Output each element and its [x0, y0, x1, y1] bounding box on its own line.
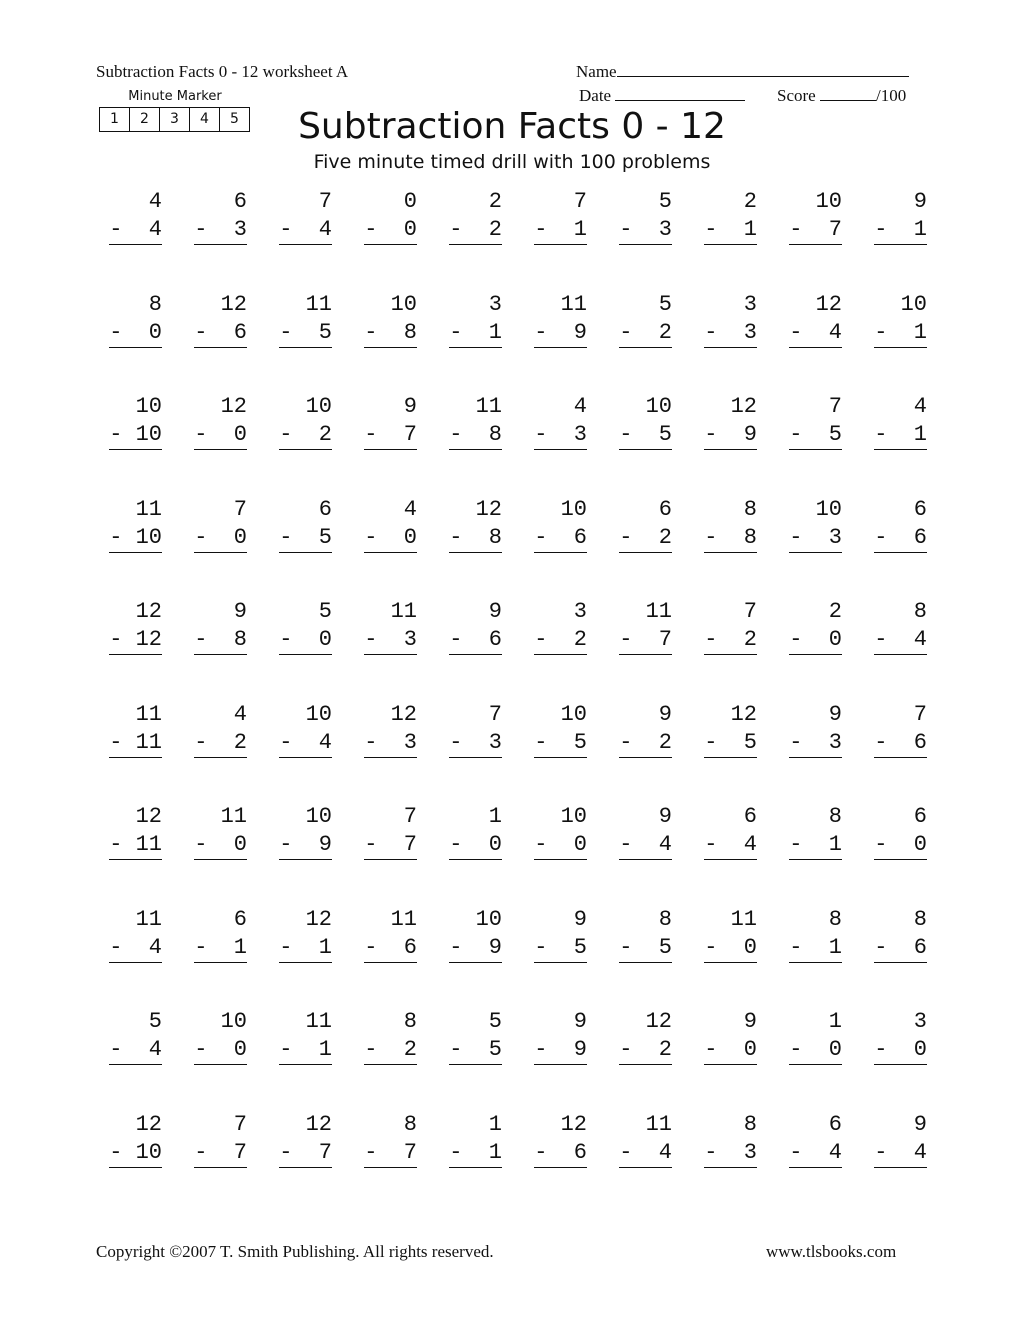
- subtrahend: - 2: [279, 422, 332, 450]
- minuend: 10: [475, 907, 502, 932]
- minuend: 2: [828, 599, 842, 624]
- subtrahend: - 4: [789, 320, 842, 348]
- subtrahend: - 2: [534, 627, 587, 655]
- minute-marker-cell[interactable]: 3: [159, 108, 189, 131]
- minuend: 3: [488, 292, 502, 317]
- minuend: 12: [135, 1112, 162, 1137]
- minuend: 8: [743, 1112, 757, 1137]
- minuend: 9: [828, 702, 842, 727]
- minuend: 11: [730, 907, 757, 932]
- minuend: 9: [658, 804, 672, 829]
- minuend: 7: [913, 702, 927, 727]
- subtrahend: - 5: [619, 422, 672, 450]
- subtrahend: - 1: [789, 935, 842, 963]
- minuend: 11: [475, 394, 502, 419]
- minuend: 7: [318, 189, 332, 214]
- minuend: 7: [233, 1112, 247, 1137]
- subtrahend: - 11: [109, 832, 162, 860]
- subtrahend: - 7: [279, 1140, 332, 1168]
- minuend: 11: [135, 497, 162, 522]
- minuend: 12: [475, 497, 502, 522]
- minuend: 9: [913, 189, 927, 214]
- minuend: 6: [828, 1112, 842, 1137]
- minuend: 12: [730, 394, 757, 419]
- subtrahend: - 5: [789, 422, 842, 450]
- subtrahend: - 1: [789, 832, 842, 860]
- page-subtitle: Five minute timed drill with 100 problems: [313, 151, 711, 173]
- minuend: 6: [233, 189, 247, 214]
- minuend: 3: [913, 1009, 927, 1034]
- minuend: 12: [560, 1112, 587, 1137]
- subtrahend: - 5: [449, 1037, 502, 1065]
- minuend: 9: [658, 702, 672, 727]
- subtrahend: - 10: [109, 1140, 162, 1168]
- subtrahend: - 0: [194, 525, 247, 553]
- subtrahend: - 4: [874, 627, 927, 655]
- minuend: 8: [148, 292, 162, 317]
- minuend: 11: [305, 1009, 332, 1034]
- minuend: 5: [318, 599, 332, 624]
- subtrahend: - 4: [704, 832, 757, 860]
- minuend: 12: [730, 702, 757, 727]
- subtrahend: - 10: [109, 525, 162, 553]
- score-label: Score: [777, 86, 816, 105]
- subtrahend: - 4: [109, 217, 162, 245]
- subtrahend: - 2: [619, 1037, 672, 1065]
- minuend: 12: [815, 292, 842, 317]
- subtrahend: - 5: [279, 320, 332, 348]
- subtrahend: - 0: [704, 1037, 757, 1065]
- subtrahend: - 4: [279, 730, 332, 758]
- minuend: 10: [220, 1009, 247, 1034]
- subtrahend: - 0: [364, 525, 417, 553]
- subtrahend: - 5: [534, 935, 587, 963]
- minuend: 12: [305, 907, 332, 932]
- minuend: 1: [828, 1009, 842, 1034]
- minuend: 5: [148, 1009, 162, 1034]
- subtrahend: - 5: [704, 730, 757, 758]
- minuend: 12: [135, 804, 162, 829]
- copyright-notice: Copyright ©2007 T. Smith Publishing. All rights reserved.: [96, 1242, 494, 1261]
- subtrahend: - 1: [194, 935, 247, 963]
- subtrahend: - 0: [874, 1037, 927, 1065]
- subtrahend: - 1: [874, 217, 927, 245]
- minuend: 10: [305, 394, 332, 419]
- subtrahend: - 8: [704, 525, 757, 553]
- subtrahend: - 1: [874, 422, 927, 450]
- worksheet-title: Subtraction Facts 0 - 12 worksheet A: [96, 62, 349, 81]
- minuend: 4: [573, 394, 587, 419]
- subtrahend: - 3: [194, 217, 247, 245]
- minute-marker-label: Minute Marker: [128, 89, 222, 104]
- minuend: 10: [305, 702, 332, 727]
- subtrahend: - 6: [194, 320, 247, 348]
- minuend: 11: [305, 292, 332, 317]
- minuend: 4: [913, 394, 927, 419]
- subtrahend: - 7: [789, 217, 842, 245]
- minuend: 7: [488, 702, 502, 727]
- minuend: 4: [148, 189, 162, 214]
- minuend: 8: [828, 907, 842, 932]
- subtrahend: - 2: [619, 525, 672, 553]
- subtrahend: - 3: [449, 730, 502, 758]
- website-link[interactable]: www.tlsbooks.com: [766, 1242, 897, 1261]
- subtrahend: - 9: [279, 832, 332, 860]
- subtrahend: - 6: [534, 525, 587, 553]
- subtrahend: - 7: [619, 627, 672, 655]
- subtrahend: - 9: [534, 320, 587, 348]
- minuend: 10: [815, 497, 842, 522]
- minuend: 10: [560, 497, 587, 522]
- minuend: 11: [135, 907, 162, 932]
- subtrahend: - 10: [109, 422, 162, 450]
- minuend: 8: [913, 599, 927, 624]
- subtrahend: - 2: [194, 730, 247, 758]
- minuend: 6: [318, 497, 332, 522]
- subtrahend: - 5: [534, 730, 587, 758]
- subtrahend: - 4: [619, 832, 672, 860]
- subtrahend: - 7: [364, 422, 417, 450]
- subtrahend: - 2: [704, 627, 757, 655]
- subtrahend: - 0: [109, 320, 162, 348]
- minuend: 9: [743, 1009, 757, 1034]
- subtrahend: - 0: [789, 1037, 842, 1065]
- subtrahend: - 0: [194, 422, 247, 450]
- minute-marker-cell[interactable]: 4: [189, 108, 219, 131]
- minuend: 11: [390, 907, 417, 932]
- subtrahend: - 0: [194, 832, 247, 860]
- minuend: 11: [220, 804, 247, 829]
- subtrahend: - 2: [619, 730, 672, 758]
- minuend: 8: [403, 1009, 417, 1034]
- subtrahend: - 12: [109, 627, 162, 655]
- minute-marker-cell[interactable]: 5: [219, 108, 249, 131]
- minuend: 7: [573, 189, 587, 214]
- subtrahend: - 0: [194, 1037, 247, 1065]
- minuend: 12: [645, 1009, 672, 1034]
- subtrahend: - 0: [874, 832, 927, 860]
- subtrahend: - 7: [364, 1140, 417, 1168]
- subtrahend: - 1: [279, 1037, 332, 1065]
- subtrahend: - 1: [704, 217, 757, 245]
- subtrahend: - 3: [789, 525, 842, 553]
- subtrahend: - 9: [704, 422, 757, 450]
- subtrahend: - 0: [789, 627, 842, 655]
- subtrahend: - 3: [534, 422, 587, 450]
- minuend: 12: [220, 292, 247, 317]
- minuend: 12: [390, 702, 417, 727]
- subtrahend: - 5: [279, 525, 332, 553]
- minuend: 2: [743, 189, 757, 214]
- subtrahend: - 7: [364, 832, 417, 860]
- subtrahend: - 1: [449, 320, 502, 348]
- minuend: 11: [135, 702, 162, 727]
- date-label: Date: [579, 86, 612, 105]
- minuend: 8: [743, 497, 757, 522]
- minuend: 1: [488, 1112, 502, 1137]
- subtrahend: - 4: [279, 217, 332, 245]
- minuend: 9: [488, 599, 502, 624]
- subtrahend: - 4: [874, 1140, 927, 1168]
- subtrahend: - 2: [364, 1037, 417, 1065]
- minute-marker-cell[interactable]: 1: [110, 111, 119, 127]
- subtrahend: - 3: [704, 1140, 757, 1168]
- subtrahend: - 2: [449, 217, 502, 245]
- subtrahend: - 1: [534, 217, 587, 245]
- subtrahend: - 3: [364, 730, 417, 758]
- minuend: 11: [560, 292, 587, 317]
- minuend: 9: [573, 907, 587, 932]
- minuend: 5: [658, 189, 672, 214]
- minuend: 3: [573, 599, 587, 624]
- minuend: 3: [743, 292, 757, 317]
- minuend: 4: [403, 497, 417, 522]
- minuend: 5: [488, 1009, 502, 1034]
- minuend: 5: [658, 292, 672, 317]
- minuend: 8: [658, 907, 672, 932]
- subtrahend: - 0: [704, 935, 757, 963]
- minuend: 10: [815, 189, 842, 214]
- minuend: 7: [233, 497, 247, 522]
- minuend: 11: [390, 599, 417, 624]
- subtrahend: - 6: [874, 935, 927, 963]
- minuend: 8: [913, 907, 927, 932]
- minuend: 7: [403, 804, 417, 829]
- subtrahend: - 7: [194, 1140, 247, 1168]
- subtrahend: - 6: [874, 525, 927, 553]
- minuend: 6: [233, 907, 247, 932]
- minuend: 10: [560, 804, 587, 829]
- subtrahend: - 0: [279, 627, 332, 655]
- subtrahend: - 6: [874, 730, 927, 758]
- minuend: 2: [488, 189, 502, 214]
- subtrahend: - 3: [364, 627, 417, 655]
- minuend: 1: [488, 804, 502, 829]
- subtrahend: - 4: [789, 1140, 842, 1168]
- subtrahend: - 1: [279, 935, 332, 963]
- minuend: 10: [645, 394, 672, 419]
- minuend: 10: [900, 292, 927, 317]
- score-total: /100: [875, 86, 907, 105]
- minuend: 10: [135, 394, 162, 419]
- minuend: 12: [220, 394, 247, 419]
- subtrahend: - 8: [364, 320, 417, 348]
- minuend: 4: [233, 702, 247, 727]
- minuend: 6: [913, 497, 927, 522]
- minuend: 0: [403, 189, 417, 214]
- subtrahend: - 0: [534, 832, 587, 860]
- subtrahend: - 4: [109, 1037, 162, 1065]
- subtrahend: - 4: [619, 1140, 672, 1168]
- subtrahend: - 3: [619, 217, 672, 245]
- minuend: 6: [658, 497, 672, 522]
- minuend: 11: [645, 1112, 672, 1137]
- minuend: 8: [403, 1112, 417, 1137]
- subtrahend: - 5: [619, 935, 672, 963]
- subtrahend: - 6: [364, 935, 417, 963]
- subtrahend: - 1: [874, 320, 927, 348]
- minuend: 9: [573, 1009, 587, 1034]
- name-label: Name: [576, 62, 617, 81]
- subtrahend: - 4: [109, 935, 162, 963]
- page-title-text: Subtraction Facts 0 - 12: [298, 106, 726, 147]
- minuend: 6: [743, 804, 757, 829]
- subtrahend: - 1: [449, 1140, 502, 1168]
- minute-marker-cell[interactable]: 2: [129, 108, 159, 131]
- subtrahend: - 8: [449, 422, 502, 450]
- subtrahend: - 6: [534, 1140, 587, 1168]
- minuend: 12: [135, 599, 162, 624]
- minuend: 10: [305, 804, 332, 829]
- minuend: 8: [828, 804, 842, 829]
- minuend: 9: [403, 394, 417, 419]
- subtrahend: - 8: [194, 627, 247, 655]
- subtrahend: - 9: [449, 935, 502, 963]
- subtrahend: - 8: [449, 525, 502, 553]
- subtrahend: - 3: [704, 320, 757, 348]
- subtrahend: - 9: [534, 1037, 587, 1065]
- minuend: 10: [390, 292, 417, 317]
- minuend: 12: [305, 1112, 332, 1137]
- minuend: 7: [743, 599, 757, 624]
- subtrahend: - 11: [109, 730, 162, 758]
- minuend: 10: [560, 702, 587, 727]
- subtrahend: - 6: [449, 627, 502, 655]
- minuend: 9: [233, 599, 247, 624]
- subtrahend: - 0: [364, 217, 417, 245]
- subtrahend: - 0: [449, 832, 502, 860]
- subtrahend: - 3: [789, 730, 842, 758]
- subtrahend: - 2: [619, 320, 672, 348]
- minuend: 6: [913, 804, 927, 829]
- minuend: 11: [645, 599, 672, 624]
- minuend: 7: [828, 394, 842, 419]
- minuend: 9: [913, 1112, 927, 1137]
